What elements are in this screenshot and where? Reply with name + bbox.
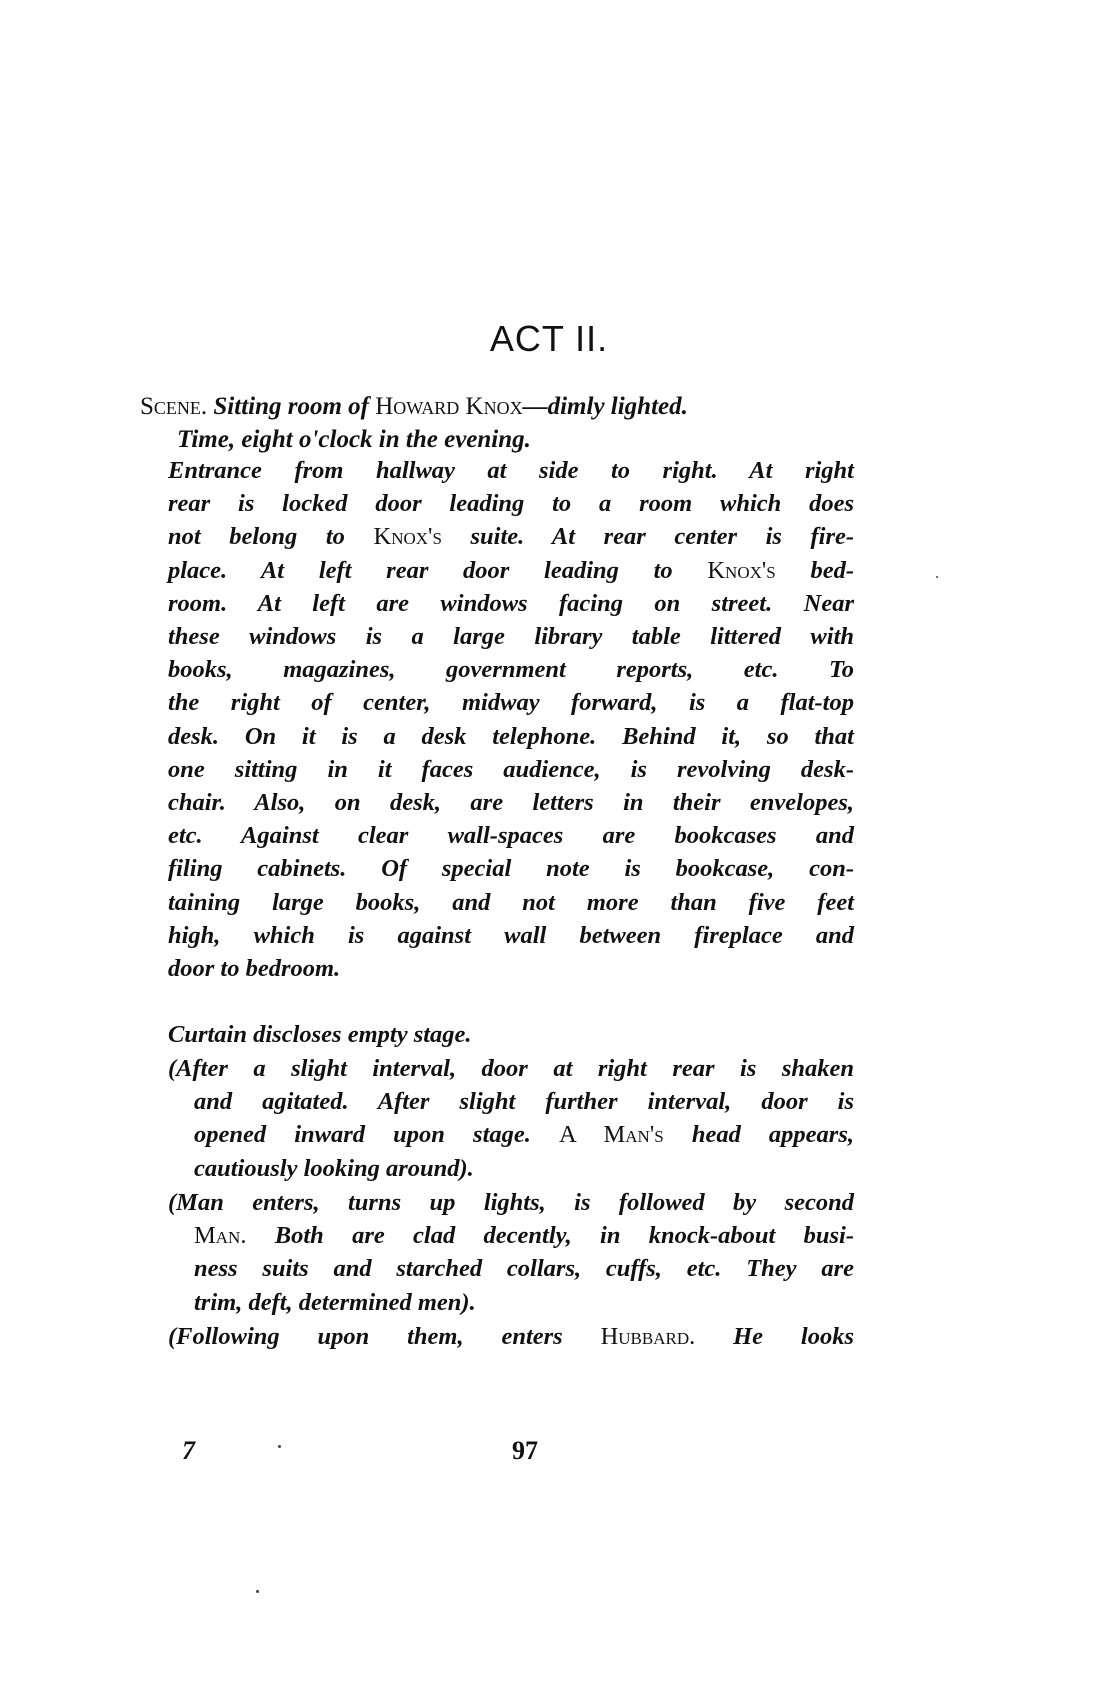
- direction-line: (Man enters, turns up lights, is followed by second: [168, 1189, 854, 1216]
- act-title: ACT II.: [489, 318, 609, 359]
- curtain-direction: [168, 1018, 854, 1051]
- scene-label: Scene.: [140, 393, 208, 420]
- desc-fragment: bed-: [810, 556, 855, 584]
- scene-heading: [140, 390, 860, 456]
- desc-line: these windows is a large library table littered with: [168, 623, 854, 651]
- desc-line: desk. On it is a desk telephone. Behind it, so that: [168, 722, 854, 750]
- desc-line: rear is locked door leading to a room which does: [168, 490, 854, 518]
- character-name: Knox's: [373, 523, 442, 551]
- setting-description: [168, 454, 854, 985]
- direction-fragment: Both are clad decently, in knock-about busi-: [274, 1222, 854, 1250]
- character-name: A Man's: [559, 1121, 664, 1149]
- desc-line: room. At left are windows facing on street. Near: [168, 589, 854, 617]
- desc-line: books, magazines, government reports, etc. To: [168, 656, 854, 684]
- signature-mark: 7: [182, 1436, 195, 1465]
- direction-fragment: (Following upon them, enters: [168, 1323, 563, 1350]
- direction-line: [168, 1320, 854, 1353]
- stage-direction-2: [168, 1186, 854, 1319]
- desc-line: Entrance from hallway at side to right. At right: [168, 457, 854, 484]
- desc-line: taining large books, and not more than five feet: [168, 888, 854, 916]
- direction-line: (After a slight interval, door at right rear is shaken: [168, 1055, 854, 1082]
- direction-line: ness suits and starched collars, cuffs, etc. They are: [194, 1255, 854, 1283]
- character-name: Hubbard.: [600, 1323, 696, 1350]
- page-footer: [0, 1436, 1098, 1476]
- direction-fragment: He looks: [733, 1323, 854, 1350]
- direction-line: and agitated. After slight further interval, door is: [194, 1088, 854, 1116]
- scene-text-1: Sitting room of: [213, 393, 369, 420]
- character-name: Knox's: [707, 556, 776, 584]
- stage-direction-1: [168, 1052, 854, 1185]
- desc-line: high, which is against wall between fireplace and: [168, 921, 854, 949]
- curtain-line: Curtain discloses empty stage.: [168, 1021, 472, 1048]
- print-speck: [256, 1590, 259, 1593]
- desc-line: one sitting in it faces audience, is revolving desk-: [168, 755, 854, 783]
- print-speck: [278, 1445, 281, 1448]
- direction-line: cautiously looking around).: [194, 1154, 474, 1182]
- desc-line: the right of center, midway forward, is a flat-top: [168, 689, 854, 717]
- direction-fragment: opened inward upon stage.: [194, 1121, 531, 1149]
- desc-line: chair. Also, on desk, are letters in their envelopes,: [168, 789, 854, 817]
- desc-line: etc. Against clear wall-spaces are bookcases and: [168, 822, 854, 850]
- desc-line: [168, 554, 854, 587]
- direction-line: [168, 1118, 854, 1151]
- desc-fragment: place. At left rear door leading to: [168, 556, 673, 584]
- print-speck: [936, 576, 938, 578]
- scene-time: Time, eight o'clock in the evening.: [177, 426, 531, 453]
- scene-text-2: —dimly lighted.: [522, 393, 688, 420]
- stage-direction-3: [168, 1320, 854, 1353]
- desc-fragment: suite. At rear center is fire-: [470, 523, 855, 551]
- desc-line: door to bedroom.: [168, 955, 341, 983]
- desc-line: filing cabinets. Of special note is bookcase, con-: [168, 855, 854, 883]
- desc-fragment: not belong to: [168, 523, 345, 551]
- direction-fragment: head appears,: [691, 1121, 854, 1149]
- page-number: 97: [512, 1436, 538, 1465]
- scene-character-name: Howard Knox: [375, 393, 523, 420]
- direction-line: [168, 1219, 854, 1252]
- direction-line: trim, deft, determined men).: [194, 1288, 476, 1316]
- desc-line: [168, 520, 854, 553]
- character-name: Man.: [194, 1222, 247, 1250]
